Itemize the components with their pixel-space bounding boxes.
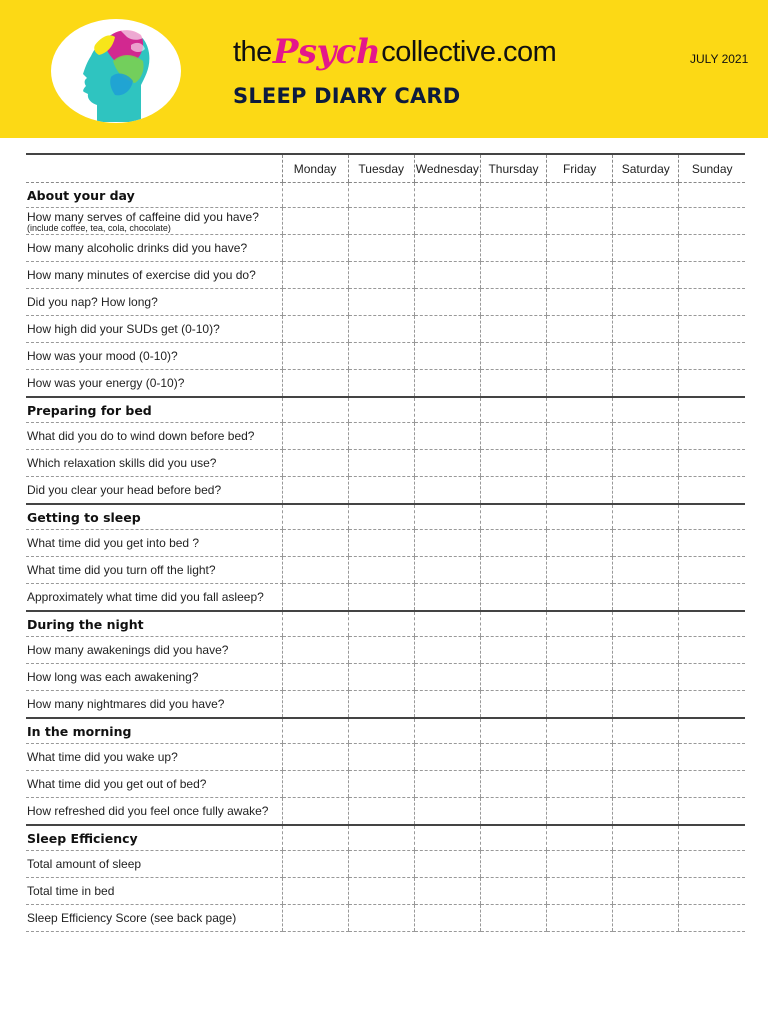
- section-title: Getting to sleep: [26, 504, 282, 530]
- diary-cell-wednesday[interactable]: [414, 343, 480, 370]
- diary-cell-wednesday[interactable]: [414, 664, 480, 691]
- diary-cell-wednesday[interactable]: [414, 289, 480, 316]
- diary-cell-friday[interactable]: [547, 878, 613, 905]
- diary-cell-wednesday[interactable]: [414, 370, 480, 398]
- diary-cell-tuesday[interactable]: [348, 235, 414, 262]
- question-label: What time did you wake up?: [26, 744, 282, 771]
- question-row: [26, 370, 745, 398]
- question-row: [26, 262, 745, 289]
- section-row: [26, 183, 745, 208]
- diary-cell-friday[interactable]: [547, 718, 613, 744]
- diary-cell-friday[interactable]: [547, 771, 613, 798]
- diary-cell-friday[interactable]: [547, 664, 613, 691]
- brand-suffix: collective.com: [381, 36, 557, 68]
- question-row: [26, 450, 745, 477]
- diary-cell-monday[interactable]: [282, 450, 348, 477]
- diary-cell-thursday[interactable]: [480, 691, 546, 719]
- question-label: How refreshed did you feel once fully awake?: [26, 798, 282, 826]
- question-label: What did you do to wind down before bed?: [26, 423, 282, 450]
- diary-cell-thursday[interactable]: [480, 530, 546, 557]
- diary-cell-friday[interactable]: [547, 557, 613, 584]
- diary-cell-tuesday[interactable]: [348, 289, 414, 316]
- day-header-friday: Friday: [547, 154, 613, 183]
- diary-cell-sunday[interactable]: [679, 316, 745, 343]
- diary-cell-monday[interactable]: [282, 691, 348, 719]
- diary-cell-thursday[interactable]: [480, 316, 546, 343]
- diary-cell-sunday[interactable]: [679, 183, 745, 208]
- diary-cell-monday[interactable]: [282, 905, 348, 932]
- section-title: About your day: [26, 183, 282, 208]
- question-label: How was your mood (0-10)?: [26, 343, 282, 370]
- diary-cell-thursday[interactable]: [480, 878, 546, 905]
- diary-cell-sunday[interactable]: [679, 343, 745, 370]
- diary-cell-wednesday[interactable]: [414, 530, 480, 557]
- question-label: [26, 208, 282, 235]
- diary-cell-wednesday[interactable]: [414, 825, 480, 851]
- question-label: Sleep Efficiency Score (see back page): [26, 905, 282, 932]
- diary-cell-tuesday[interactable]: [348, 450, 414, 477]
- diary-cell-wednesday[interactable]: [414, 637, 480, 664]
- diary-cell-monday[interactable]: [282, 477, 348, 505]
- question-row: [26, 798, 745, 826]
- diary-cell-thursday[interactable]: [480, 504, 546, 530]
- diary-cell-tuesday[interactable]: [348, 208, 414, 235]
- diary-cell-thursday[interactable]: [480, 611, 546, 637]
- brand-prefix: the: [233, 36, 272, 68]
- diary-cell-friday[interactable]: [547, 825, 613, 851]
- diary-cell-friday[interactable]: [547, 744, 613, 771]
- diary-cell-wednesday[interactable]: [414, 584, 480, 612]
- question-label: How many alcoholic drinks did you have?: [26, 235, 282, 262]
- diary-cell-tuesday[interactable]: [348, 744, 414, 771]
- diary-cell-tuesday[interactable]: [348, 423, 414, 450]
- diary-cell-sunday[interactable]: [679, 798, 745, 826]
- question-row: [26, 530, 745, 557]
- diary-cell-tuesday[interactable]: [348, 771, 414, 798]
- diary-cell-saturday[interactable]: [613, 183, 679, 208]
- question-label: How long was each awakening?: [26, 664, 282, 691]
- diary-cell-sunday[interactable]: [679, 691, 745, 719]
- diary-cell-tuesday[interactable]: [348, 183, 414, 208]
- diary-cell-friday[interactable]: [547, 530, 613, 557]
- question-row: [26, 584, 745, 612]
- diary-cell-tuesday[interactable]: [348, 825, 414, 851]
- diary-cell-monday[interactable]: [282, 504, 348, 530]
- day-header-sunday: Sunday: [679, 154, 745, 183]
- diary-cell-monday[interactable]: [282, 262, 348, 289]
- question-label: What time did you turn off the light?: [26, 557, 282, 584]
- question-label: How was your energy (0-10)?: [26, 370, 282, 398]
- diary-cell-wednesday[interactable]: [414, 262, 480, 289]
- diary-cell-monday[interactable]: [282, 798, 348, 826]
- diary-cell-thursday[interactable]: [480, 718, 546, 744]
- diary-cell-friday[interactable]: [547, 450, 613, 477]
- diary-cell-friday[interactable]: [547, 637, 613, 664]
- diary-cell-monday[interactable]: [282, 235, 348, 262]
- day-header-row: [26, 154, 745, 183]
- section-title: Preparing for bed: [26, 397, 282, 423]
- question-row: [26, 289, 745, 316]
- diary-cell-sunday[interactable]: [679, 905, 745, 932]
- day-header-thursday: Thursday: [480, 154, 546, 183]
- diary-cell-monday[interactable]: [282, 183, 348, 208]
- diary-cell-monday[interactable]: [282, 397, 348, 423]
- question-label: How many nightmares did you have?: [26, 691, 282, 719]
- question-row: [26, 905, 745, 932]
- diary-cell-friday[interactable]: [547, 343, 613, 370]
- question-row: [26, 744, 745, 771]
- diary-cell-saturday[interactable]: [613, 611, 679, 637]
- diary-cell-friday[interactable]: [547, 235, 613, 262]
- diary-cell-tuesday[interactable]: [348, 718, 414, 744]
- question-label: How many awakenings did you have?: [26, 637, 282, 664]
- diary-cell-tuesday[interactable]: [348, 905, 414, 932]
- question-label: How many minutes of exercise did you do?: [26, 262, 282, 289]
- question-row: [26, 423, 745, 450]
- diary-cell-saturday[interactable]: [613, 691, 679, 719]
- diary-cell-thursday[interactable]: [480, 771, 546, 798]
- diary-cell-sunday[interactable]: [679, 262, 745, 289]
- question-text: How many serves of caffeine did you have?: [27, 209, 259, 224]
- diary-cell-thursday[interactable]: [480, 557, 546, 584]
- section-title: In the morning: [26, 718, 282, 744]
- diary-cell-monday[interactable]: [282, 423, 348, 450]
- diary-cell-sunday[interactable]: [679, 584, 745, 612]
- diary-cell-thursday[interactable]: [480, 744, 546, 771]
- diary-cell-wednesday[interactable]: [414, 477, 480, 505]
- diary-cell-tuesday[interactable]: [348, 691, 414, 719]
- diary-cell-thursday[interactable]: [480, 851, 546, 878]
- diary-cell-wednesday[interactable]: [414, 504, 480, 530]
- question-label: Did you nap? How long?: [26, 289, 282, 316]
- diary-cell-friday[interactable]: [547, 798, 613, 826]
- diary-cell-wednesday[interactable]: [414, 183, 480, 208]
- diary-cell-sunday[interactable]: [679, 504, 745, 530]
- diary-cell-tuesday[interactable]: [348, 477, 414, 505]
- question-row: [26, 316, 745, 343]
- question-row: [26, 477, 745, 505]
- page-title: SLEEP DIARY CARD: [233, 84, 461, 108]
- diary-cell-monday[interactable]: [282, 664, 348, 691]
- diary-cell-sunday[interactable]: [679, 744, 745, 771]
- diary-cell-friday[interactable]: [547, 905, 613, 932]
- diary-cell-saturday[interactable]: [613, 504, 679, 530]
- brand-psych: Psych: [272, 32, 381, 72]
- diary-cell-wednesday[interactable]: [414, 316, 480, 343]
- diary-cell-sunday[interactable]: [679, 878, 745, 905]
- day-header-wednesday: Wednesday: [414, 154, 480, 183]
- diary-cell-thursday[interactable]: [480, 289, 546, 316]
- diary-cell-wednesday[interactable]: [414, 718, 480, 744]
- section-row: [26, 611, 745, 637]
- date-label: JULY 2021: [690, 52, 749, 66]
- diary-cell-friday[interactable]: [547, 504, 613, 530]
- diary-cell-wednesday[interactable]: [414, 208, 480, 235]
- diary-cell-tuesday[interactable]: [348, 798, 414, 826]
- diary-cell-thursday[interactable]: [480, 477, 546, 505]
- question-header: [26, 154, 282, 183]
- diary-cell-wednesday[interactable]: [414, 905, 480, 932]
- diary-cell-monday[interactable]: [282, 744, 348, 771]
- diary-cell-friday[interactable]: [547, 851, 613, 878]
- diary-cell-friday[interactable]: [547, 316, 613, 343]
- diary-cell-saturday[interactable]: [613, 370, 679, 398]
- diary-cell-saturday[interactable]: [613, 208, 679, 235]
- diary-cell-friday[interactable]: [547, 289, 613, 316]
- diary-cell-saturday[interactable]: [613, 878, 679, 905]
- question-row: [26, 851, 745, 878]
- diary-cell-wednesday[interactable]: [414, 450, 480, 477]
- section-title: Sleep Efficiency: [26, 825, 282, 851]
- diary-cell-sunday[interactable]: [679, 851, 745, 878]
- question-label: Approximately what time did you fall asleep?: [26, 584, 282, 612]
- diary-cell-wednesday[interactable]: [414, 851, 480, 878]
- diary-cell-saturday[interactable]: [613, 450, 679, 477]
- question-label: How high did your SUDs get (0-10)?: [26, 316, 282, 343]
- question-row: [26, 771, 745, 798]
- diary-cell-saturday[interactable]: [613, 798, 679, 826]
- diary-cell-sunday[interactable]: [679, 370, 745, 398]
- diary-cell-saturday[interactable]: [613, 289, 679, 316]
- diary-cell-saturday[interactable]: [613, 718, 679, 744]
- diary-cell-tuesday[interactable]: [348, 878, 414, 905]
- question-row: [26, 208, 745, 235]
- diary-cell-thursday[interactable]: [480, 208, 546, 235]
- diary-cell-tuesday[interactable]: [348, 397, 414, 423]
- diary-cell-wednesday[interactable]: [414, 397, 480, 423]
- diary-cell-monday[interactable]: [282, 878, 348, 905]
- diary-cell-saturday[interactable]: [613, 530, 679, 557]
- diary-cell-wednesday[interactable]: [414, 611, 480, 637]
- diary-cell-thursday[interactable]: [480, 664, 546, 691]
- diary-cell-saturday[interactable]: [613, 771, 679, 798]
- diary-cell-monday[interactable]: [282, 289, 348, 316]
- diary-cell-monday[interactable]: [282, 637, 348, 664]
- diary-cell-monday[interactable]: [282, 851, 348, 878]
- diary-cell-friday[interactable]: [547, 611, 613, 637]
- question-row: [26, 557, 745, 584]
- diary-cell-wednesday[interactable]: [414, 771, 480, 798]
- diary-cell-thursday[interactable]: [480, 183, 546, 208]
- diary-cell-thursday[interactable]: [480, 370, 546, 398]
- section-row: [26, 397, 745, 423]
- diary-cell-friday[interactable]: [547, 262, 613, 289]
- diary-cell-saturday[interactable]: [613, 825, 679, 851]
- diary-cell-thursday[interactable]: [480, 397, 546, 423]
- section-row: [26, 825, 745, 851]
- diary-cell-saturday[interactable]: [613, 235, 679, 262]
- diary-cell-tuesday[interactable]: [348, 504, 414, 530]
- day-header-saturday: Saturday: [613, 154, 679, 183]
- diary-cell-sunday[interactable]: [679, 397, 745, 423]
- diary-cell-sunday[interactable]: [679, 477, 745, 505]
- question-label: What time did you get out of bed?: [26, 771, 282, 798]
- diary-cell-thursday[interactable]: [480, 450, 546, 477]
- diary-cell-thursday[interactable]: [480, 423, 546, 450]
- diary-cell-tuesday[interactable]: [348, 316, 414, 343]
- diary-cell-sunday[interactable]: [679, 771, 745, 798]
- diary-cell-monday[interactable]: [282, 611, 348, 637]
- question-row: [26, 235, 745, 262]
- diary-cell-thursday[interactable]: [480, 905, 546, 932]
- diary-cell-saturday[interactable]: [613, 557, 679, 584]
- diary-cell-thursday[interactable]: [480, 825, 546, 851]
- diary-cell-sunday[interactable]: [679, 664, 745, 691]
- diary-cell-friday[interactable]: [547, 423, 613, 450]
- question-label: What time did you get into bed ?: [26, 530, 282, 557]
- question-label: Total amount of sleep: [26, 851, 282, 878]
- logo: [51, 19, 181, 123]
- diary-cell-sunday[interactable]: [679, 450, 745, 477]
- diary-cell-sunday[interactable]: [679, 718, 745, 744]
- diary-cell-saturday[interactable]: [613, 584, 679, 612]
- diary-cell-wednesday[interactable]: [414, 423, 480, 450]
- diary-cell-monday[interactable]: [282, 316, 348, 343]
- diary-cell-saturday[interactable]: [613, 423, 679, 450]
- diary-cell-thursday[interactable]: [480, 343, 546, 370]
- sleep-diary-table: [26, 153, 745, 932]
- diary-cell-tuesday[interactable]: [348, 584, 414, 612]
- diary-cell-saturday[interactable]: [613, 262, 679, 289]
- diary-cell-saturday[interactable]: [613, 905, 679, 932]
- diary-cell-tuesday[interactable]: [348, 664, 414, 691]
- diary-cell-saturday[interactable]: [613, 477, 679, 505]
- diary-cell-monday[interactable]: [282, 584, 348, 612]
- diary-cell-saturday[interactable]: [613, 744, 679, 771]
- diary-cell-monday[interactable]: [282, 718, 348, 744]
- diary-cell-monday[interactable]: [282, 557, 348, 584]
- diary-cell-thursday[interactable]: [480, 798, 546, 826]
- diary-cell-monday[interactable]: [282, 530, 348, 557]
- diary-cell-wednesday[interactable]: [414, 557, 480, 584]
- question-label: Total time in bed: [26, 878, 282, 905]
- day-header-monday: Monday: [282, 154, 348, 183]
- section-row: [26, 718, 745, 744]
- diary-cell-friday[interactable]: [547, 208, 613, 235]
- diary-cell-monday[interactable]: [282, 208, 348, 235]
- question-row: [26, 343, 745, 370]
- diary-cell-tuesday[interactable]: [348, 370, 414, 398]
- day-header-tuesday: Tuesday: [348, 154, 414, 183]
- diary-cell-monday[interactable]: [282, 825, 348, 851]
- diary-cell-sunday[interactable]: [679, 557, 745, 584]
- diary-cell-sunday[interactable]: [679, 289, 745, 316]
- diary-cell-tuesday[interactable]: [348, 530, 414, 557]
- question-note: (include coffee, tea, cola, chocolate): [27, 222, 171, 233]
- diary-cell-friday[interactable]: [547, 477, 613, 505]
- section-title: During the night: [26, 611, 282, 637]
- diary-cell-thursday[interactable]: [480, 584, 546, 612]
- diary-cell-friday[interactable]: [547, 370, 613, 398]
- diary-cell-monday[interactable]: [282, 370, 348, 398]
- diary-cell-monday[interactable]: [282, 771, 348, 798]
- brand-wordmark: [233, 30, 556, 74]
- diary-cell-tuesday[interactable]: [348, 637, 414, 664]
- diary-cell-sunday[interactable]: [679, 611, 745, 637]
- question-row: [26, 878, 745, 905]
- diary-cell-saturday[interactable]: [613, 343, 679, 370]
- diary-cell-tuesday[interactable]: [348, 611, 414, 637]
- diary-cell-tuesday[interactable]: [348, 557, 414, 584]
- diary-cell-saturday[interactable]: [613, 316, 679, 343]
- question-row: [26, 637, 745, 664]
- diary-cell-tuesday[interactable]: [348, 262, 414, 289]
- diary-cell-friday[interactable]: [547, 397, 613, 423]
- diary-cell-wednesday[interactable]: [414, 798, 480, 826]
- diary-cell-saturday[interactable]: [613, 397, 679, 423]
- question-row: [26, 691, 745, 719]
- diary-cell-saturday[interactable]: [613, 664, 679, 691]
- diary-cell-wednesday[interactable]: [414, 691, 480, 719]
- diary-body: [26, 183, 745, 932]
- diary-cell-wednesday[interactable]: [414, 235, 480, 262]
- question-row: [26, 664, 745, 691]
- section-row: [26, 504, 745, 530]
- diary-cell-sunday[interactable]: [679, 637, 745, 664]
- diary-cell-tuesday[interactable]: [348, 343, 414, 370]
- diary-cell-thursday[interactable]: [480, 262, 546, 289]
- diary-cell-thursday[interactable]: [480, 637, 546, 664]
- diary-cell-sunday[interactable]: [679, 208, 745, 235]
- diary-cell-sunday[interactable]: [679, 235, 745, 262]
- header-banner: [0, 0, 768, 138]
- diary-cell-wednesday[interactable]: [414, 878, 480, 905]
- diary-cell-friday[interactable]: [547, 183, 613, 208]
- question-label: Which relaxation skills did you use?: [26, 450, 282, 477]
- diary-cell-friday[interactable]: [547, 691, 613, 719]
- diary-cell-wednesday[interactable]: [414, 744, 480, 771]
- diary-cell-monday[interactable]: [282, 343, 348, 370]
- diary-cell-saturday[interactable]: [613, 851, 679, 878]
- question-label: Did you clear your head before bed?: [26, 477, 282, 505]
- head-silhouette-icon: [51, 19, 181, 123]
- diary-cell-saturday[interactable]: [613, 637, 679, 664]
- diary-cell-friday[interactable]: [547, 584, 613, 612]
- diary-cell-sunday[interactable]: [679, 825, 745, 851]
- diary-cell-sunday[interactable]: [679, 530, 745, 557]
- diary-cell-thursday[interactable]: [480, 235, 546, 262]
- diary-cell-sunday[interactable]: [679, 423, 745, 450]
- diary-cell-tuesday[interactable]: [348, 851, 414, 878]
